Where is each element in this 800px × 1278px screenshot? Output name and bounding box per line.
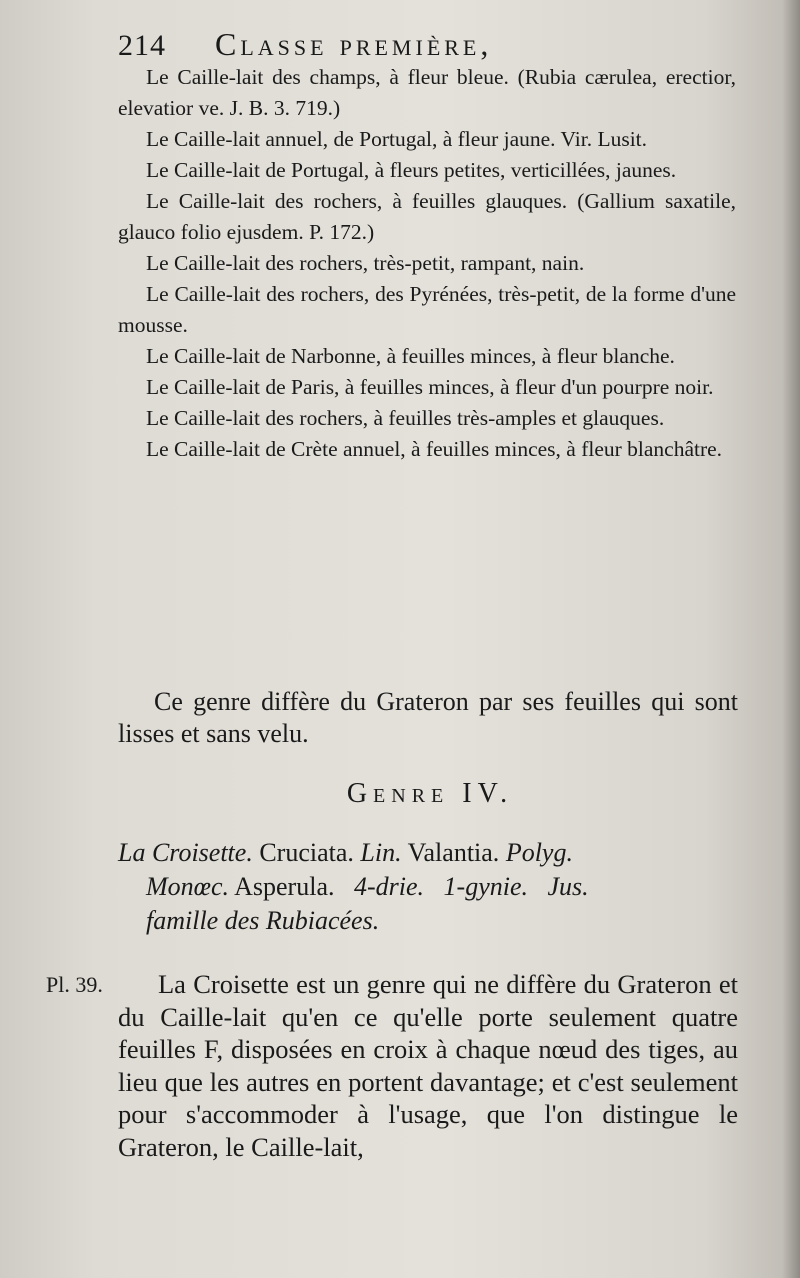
family-ref: famille des Rubiacées.: [146, 906, 380, 935]
page-number: 214: [118, 29, 166, 62]
gynie-ref: 1-gynie.: [443, 872, 528, 901]
species-entry: Le Caille-lait des rochers, à feuilles très-amples et glauques.: [146, 406, 665, 430]
jussieu-ref: Jus.: [547, 872, 589, 901]
species-entry: Le Caille-lait des rochers, très-petit, rampant, nain.: [146, 251, 585, 275]
polyg-ref: Polyg.: [505, 838, 573, 867]
genre-heading: Genre IV.: [346, 778, 514, 809]
species-entry: Le Caille-lait des rochers, des Pyrénées, très-petit, de la forme d'une mousse.: [118, 282, 736, 337]
running-header: [118, 26, 758, 66]
species-entry: Le Caille-lait de Narbonne, à feuilles minces, à fleur blanche.: [146, 344, 675, 368]
plate-reference: Pl. 39.: [46, 972, 103, 997]
page-gutter-shadow: [782, 0, 800, 1278]
species-entry: Le Caille-lait de Crète annuel, à feuilles minces, à fleur blanchâtre.: [146, 437, 723, 461]
monoec-ref: Monœc.: [146, 872, 230, 901]
genus-latin-name: Cruciata.: [259, 838, 354, 867]
body-paragraph: La Croisette est un genre qui ne diffère du Grateron et du Caille-lait qu'en ce qu'elle porte seulement quatre feuilles F, disposées en croix à chaque nœud des tiges, au lieu que les autres en portent davantage; et c'est seulement pour s'accommoder à l'usage, que l'on distingue le Grateron, le Caille-lait,: [118, 969, 738, 1162]
species-list: [118, 62, 736, 465]
asperula-name: Asperula.: [234, 872, 335, 901]
genus-linnaean-name: Valantia.: [407, 838, 500, 867]
linnaeus-ref: Lin.: [360, 838, 402, 867]
running-title: Classe première,: [215, 26, 493, 62]
drie-ref: 4-drie.: [353, 872, 425, 901]
species-entry: Le Caille-lait des champs, à fleur bleue. (Rubia cærulea, erectior, elevatior ve. J. B. 3. 719.): [118, 65, 736, 120]
species-entry: Le Caille-lait de Paris, à feuilles minces, à fleur d'un pourpre noir.: [146, 375, 714, 399]
species-entry: Le Caille-lait de Portugal, à fleurs petites, verticillées, jaunes.: [146, 158, 677, 182]
species-entry: Le Caille-lait des rochers, à feuilles glauques. (Gallium saxatile, glauco folio ejusdem. P. 172.): [118, 189, 736, 244]
genus-name: La Croisette.: [118, 838, 253, 867]
genus-description: [118, 836, 738, 938]
species-entry: Le Caille-lait annuel, de Portugal, à fleur jaune. Vir. Lusit.: [146, 127, 648, 151]
genre-note: Ce genre diffère du Grateron par ses feuilles qui sont lisses et sans velu.: [118, 687, 738, 748]
